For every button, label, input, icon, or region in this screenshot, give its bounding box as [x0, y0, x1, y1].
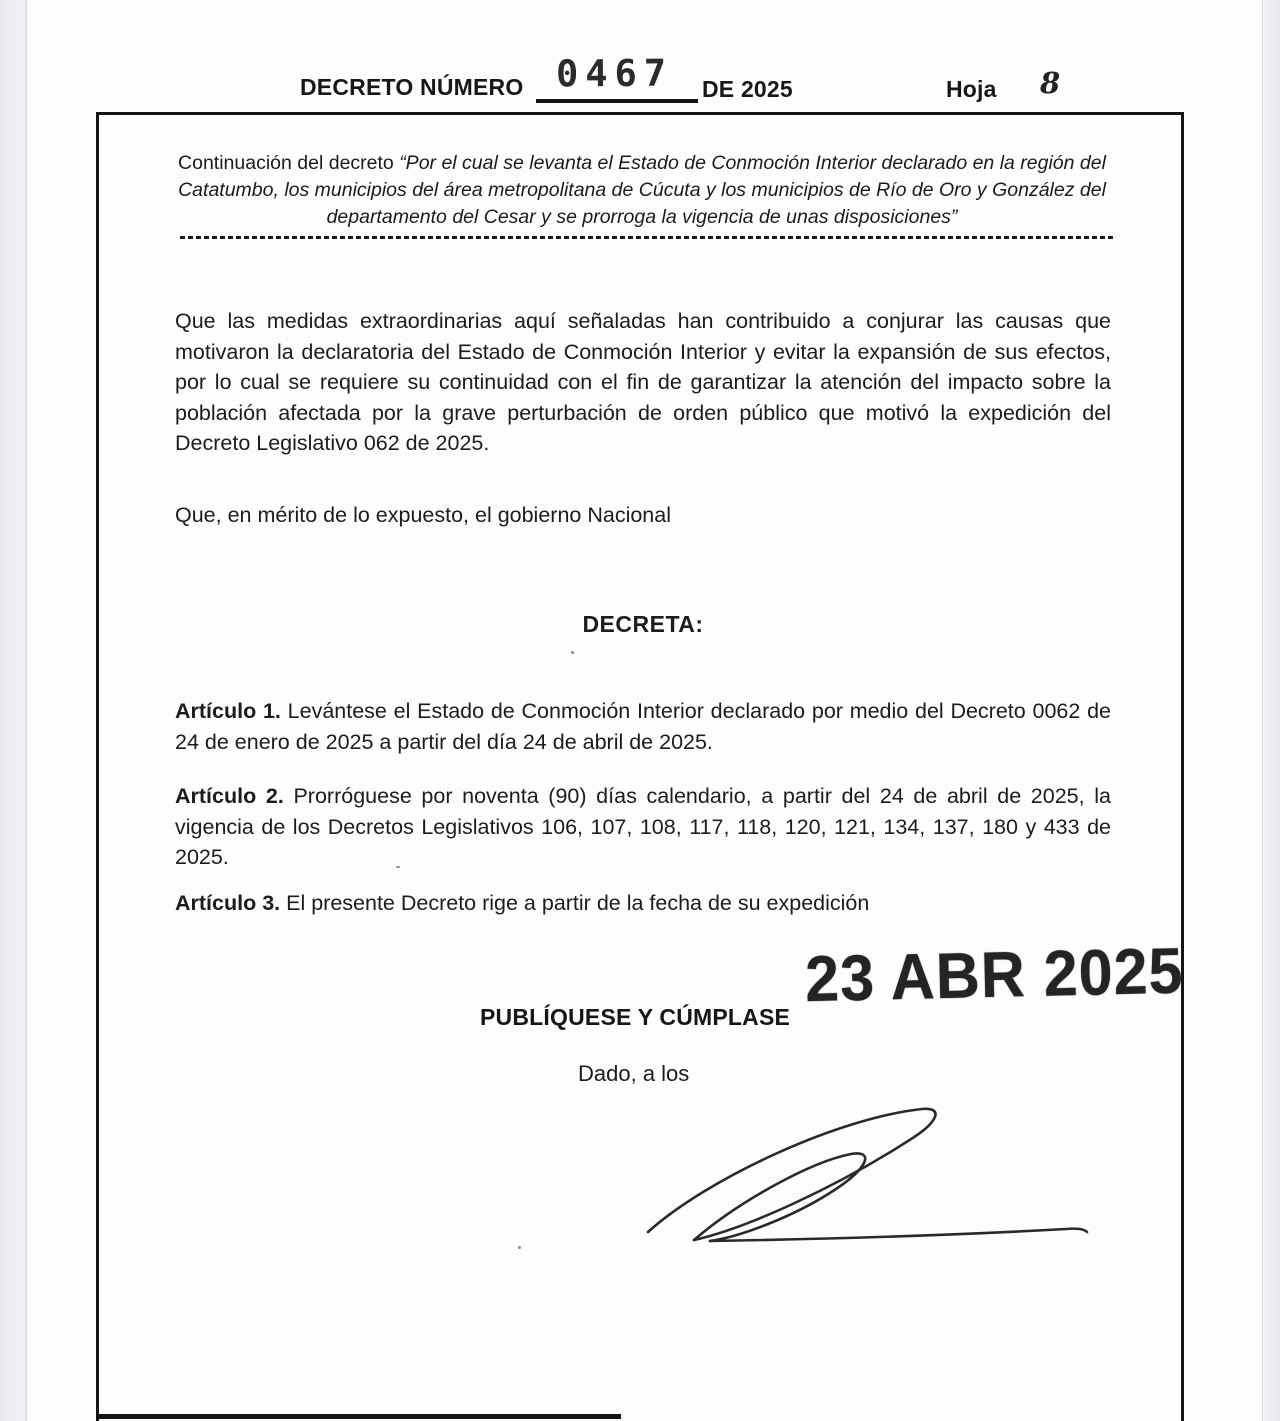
decree-number-stamp: 0467 [555, 51, 674, 96]
signature-stroke [694, 1153, 865, 1241]
decree-year-label: DE 2025 [702, 76, 793, 102]
scan-edge-right [1262, 0, 1280, 1421]
article-2 [175, 781, 1111, 873]
page-number: 8 [1040, 66, 1061, 100]
paragraph-merito: Que, en mérito de lo expuesto, el gobierno Nacional [175, 503, 672, 527]
decree-number-underline [536, 99, 698, 103]
signature-stroke [710, 1229, 1087, 1241]
continuation-prefix: Continuación del decreto [178, 152, 400, 174]
article-3-text: El presente Decreto rige a partir de la fecha de su expedición [280, 891, 870, 915]
article-1 [175, 696, 1111, 757]
continuation-quote: “Por el cual se levanta el Estado de Conmoción Interior declarado en la región del Catatumbo, los municipios del área metropolitana de Cúcuta y los municipios de Río de Oro y González del departamento del Cesar y se prorroga la vigencia de unas disposiciones” [178, 152, 1106, 228]
paragraph-considerations: Que las medidas extraordinarias aquí señaladas han contribuido a conjurar las causas que motivaron la declaratoria del Estado de Conmoción Interior y evitar la expansión de sus efectos, por lo cual se requiere su continuidad con el fin de garantizar la atención del impacto sobre la población afectada por la grave perturbación de orden público que motivó la expedición del Decreto Legislativo 062 de 2025. [175, 309, 1111, 455]
decree-number-label: DECRETO NÚMERO [300, 74, 524, 100]
article-2-label: Artículo 2. [175, 784, 284, 808]
article-3 [175, 888, 1111, 919]
date-stamp: 23 ABR 2025 [804, 934, 1185, 1015]
continuation-text [158, 150, 1126, 231]
article-1-label: Artículo 1. [175, 699, 281, 723]
scan-artifact-dot [571, 651, 574, 654]
signature-stroke [648, 1109, 936, 1240]
publish-line: PUBLÍQUESE Y CÚMPLASE [480, 1004, 791, 1030]
article-1-text: Levántese el Estado de Conmoción Interior declarado por medio del Decreto 0062 de 24 de enero de 2025 a partir del día 24 de abril de 2025. [175, 699, 1111, 754]
article-3-label: Artículo 3. [175, 891, 281, 915]
scan-artifact-dot [396, 866, 400, 868]
given-line: Dado, a los [578, 1061, 690, 1086]
article-2-text: Prorróguese por noventa (90) días calendario, a partir del 24 de abril de 2025, la vigencia de los Decretos Legislativos 106, 107, 108, 117, 118, 120, 121, 134, 137, 180 y 433 de 2025. [175, 784, 1111, 869]
decreta-heading: DECRETA: [582, 611, 704, 637]
scan-edge-left [0, 0, 27, 1421]
page-frame-bottom-edge [96, 1414, 621, 1419]
dashed-separator [180, 236, 1116, 239]
signature [598, 1088, 1118, 1260]
scan-artifact-dot [518, 1246, 521, 1249]
page-word-label: Hoja [946, 76, 997, 102]
